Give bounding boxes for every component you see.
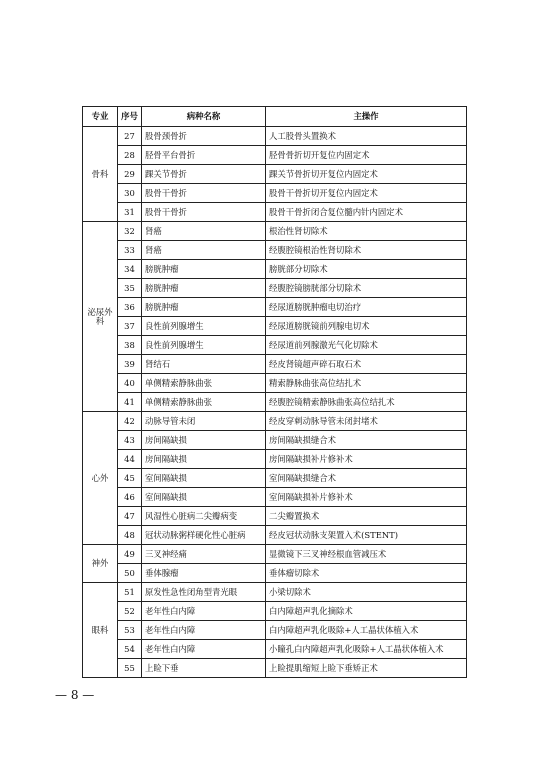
disease-cell: 动脉导管未闭 — [142, 412, 266, 431]
row-number-cell: 40 — [118, 374, 142, 393]
row-number-cell: 50 — [118, 564, 142, 583]
row-number-cell: 37 — [118, 317, 142, 336]
table-row — [83, 564, 467, 583]
specialty-cell: 骨科 — [83, 127, 118, 222]
row-number-cell: 46 — [118, 488, 142, 507]
operation-cell: 垂体瘤切除术 — [266, 564, 467, 583]
operation-cell: 经腹腔镜精索静脉曲张高位结扎术 — [266, 393, 467, 412]
disease-cell: 房间隔缺损 — [142, 431, 266, 450]
disease-cell: 房间隔缺损 — [142, 450, 266, 469]
row-number-cell: 29 — [118, 165, 142, 184]
operation-cell: 室间隔缺损缝合术 — [266, 469, 467, 488]
row-number-cell: 38 — [118, 336, 142, 355]
table-body — [83, 127, 467, 678]
table-row — [83, 355, 467, 374]
table-row — [83, 545, 467, 564]
disease-cell: 踝关节骨折 — [142, 165, 266, 184]
row-number-cell: 30 — [118, 184, 142, 203]
specialty-cell: 神外 — [83, 545, 118, 583]
table-row — [83, 469, 467, 488]
header-disease: 病种名称 — [142, 107, 266, 127]
table-row — [83, 336, 467, 355]
row-number-cell: 44 — [118, 450, 142, 469]
operation-cell: 股骨干骨折闭合复位髓内针内固定术 — [266, 203, 467, 222]
table-row — [83, 450, 467, 469]
table-row — [83, 260, 467, 279]
disease-cell: 肾癌 — [142, 222, 266, 241]
row-number-cell: 47 — [118, 507, 142, 526]
operation-cell: 房间隔缺损补片修补术 — [266, 450, 467, 469]
operation-cell: 经尿道膀胱肿瘤电切治疗 — [266, 298, 467, 317]
operation-cell: 上睑提肌缩短上睑下垂矫正术 — [266, 659, 467, 678]
operation-cell: 白内障超声乳化摘除术 — [266, 602, 467, 621]
disease-cell: 老年性白内障 — [142, 621, 266, 640]
row-number-cell: 49 — [118, 545, 142, 564]
operation-cell: 经皮肾镜超声碎石取石术 — [266, 355, 467, 374]
table-row — [83, 127, 467, 146]
disease-cell: 膀胱肿瘤 — [142, 279, 266, 298]
table-row — [83, 602, 467, 621]
table-header-row — [83, 107, 467, 127]
disease-cell: 股骨干骨折 — [142, 184, 266, 203]
operation-cell: 股骨干骨折切开复位内固定术 — [266, 184, 467, 203]
row-number-cell: 53 — [118, 621, 142, 640]
table-row — [83, 507, 467, 526]
table-row — [83, 374, 467, 393]
table-row — [83, 488, 467, 507]
specialty-cell: 心外 — [83, 412, 118, 545]
row-number-cell: 45 — [118, 469, 142, 488]
header-specialty: 专业 — [83, 107, 118, 127]
disease-cell: 良性前列腺增生 — [142, 317, 266, 336]
disease-cell: 膀胱肿瘤 — [142, 298, 266, 317]
row-number-cell: 39 — [118, 355, 142, 374]
table-row — [83, 659, 467, 678]
row-number-cell: 27 — [118, 127, 142, 146]
row-number-cell: 33 — [118, 241, 142, 260]
disease-cell: 老年性白内障 — [142, 640, 266, 659]
header-operation: 主操作 — [266, 107, 467, 127]
disease-cell: 垂体腺瘤 — [142, 564, 266, 583]
table-row — [83, 431, 467, 450]
row-number-cell: 32 — [118, 222, 142, 241]
row-number-cell: 34 — [118, 260, 142, 279]
operation-cell: 胫骨骨折切开复位内固定术 — [266, 146, 467, 165]
table-row — [83, 412, 467, 431]
table-row — [83, 241, 467, 260]
operation-cell: 经腹腔镜根治性肾切除术 — [266, 241, 467, 260]
specialty-cell: 眼科 — [83, 583, 118, 678]
row-number-cell: 28 — [118, 146, 142, 165]
operation-cell: 膀胱部分切除术 — [266, 260, 467, 279]
disease-cell: 风湿性心脏病二尖瓣病变 — [142, 507, 266, 526]
disease-cell: 单侧精索静脉曲张 — [142, 374, 266, 393]
disease-cell: 胫骨平台骨折 — [142, 146, 266, 165]
row-number-cell: 41 — [118, 393, 142, 412]
table-row — [83, 317, 467, 336]
operation-cell: 精索静脉曲张高位结扎术 — [266, 374, 467, 393]
operation-cell: 人工股骨头置换术 — [266, 127, 467, 146]
disease-cell: 膀胱肿瘤 — [142, 260, 266, 279]
table-row — [83, 165, 467, 184]
disease-cell: 上睑下垂 — [142, 659, 266, 678]
operation-cell: 二尖瓣置换术 — [266, 507, 467, 526]
disease-cell: 肾结石 — [142, 355, 266, 374]
table-row — [83, 526, 467, 545]
row-number-cell: 48 — [118, 526, 142, 545]
header-no: 序号 — [118, 107, 142, 127]
row-number-cell: 31 — [118, 203, 142, 222]
disease-cell: 原发性急性闭角型青光眼 — [142, 583, 266, 602]
specialty-cell: 泌尿外 科 — [83, 222, 118, 412]
disease-cell: 良性前列腺增生 — [142, 336, 266, 355]
operation-cell: 踝关节骨折切开复位内固定术 — [266, 165, 467, 184]
operation-cell: 小瞳孔白内障超声乳化吸除+人工晶状体植入术 — [266, 640, 467, 659]
disease-table — [82, 106, 467, 678]
row-number-cell: 35 — [118, 279, 142, 298]
table-row — [83, 298, 467, 317]
operation-cell: 根治性肾切除术 — [266, 222, 467, 241]
table-row — [83, 146, 467, 165]
disease-cell: 肾癌 — [142, 241, 266, 260]
table-row — [83, 393, 467, 412]
table-row — [83, 222, 467, 241]
operation-cell: 经腹腔镜膀胱部分切除术 — [266, 279, 467, 298]
disease-cell: 老年性白内障 — [142, 602, 266, 621]
table-row — [83, 279, 467, 298]
operation-cell: 经尿道膀胱镜前列腺电切术 — [266, 317, 467, 336]
row-number-cell: 55 — [118, 659, 142, 678]
row-number-cell: 54 — [118, 640, 142, 659]
disease-cell: 股骨干骨折 — [142, 203, 266, 222]
table-row — [83, 640, 467, 659]
operation-cell: 白内障超声乳化吸除+人工晶状体植入术 — [266, 621, 467, 640]
table-row — [83, 583, 467, 602]
table-row — [83, 184, 467, 203]
disease-cell: 室间隔缺损 — [142, 488, 266, 507]
disease-cell: 股骨颈骨折 — [142, 127, 266, 146]
table-row — [83, 203, 467, 222]
operation-cell: 房间隔缺损缝合术 — [266, 431, 467, 450]
operation-cell: 显微镜下三叉神经根血管减压术 — [266, 545, 467, 564]
operation-cell: 经尿道前列腺激光气化切除术 — [266, 336, 467, 355]
page-number: — 8 — — [55, 688, 95, 702]
row-number-cell: 52 — [118, 602, 142, 621]
row-number-cell: 42 — [118, 412, 142, 431]
table-row — [83, 621, 467, 640]
row-number-cell: 43 — [118, 431, 142, 450]
operation-cell: 经皮冠状动脉支架置入术(STENT) — [266, 526, 467, 545]
disease-cell: 室间隔缺损 — [142, 469, 266, 488]
disease-cell: 三叉神经痛 — [142, 545, 266, 564]
disease-cell: 单侧精索静脉曲张 — [142, 393, 266, 412]
row-number-cell: 51 — [118, 583, 142, 602]
disease-cell: 冠状动脉粥样硬化性心脏病 — [142, 526, 266, 545]
row-number-cell: 36 — [118, 298, 142, 317]
operation-cell: 经皮穿刺动脉导管未闭封堵术 — [266, 412, 467, 431]
operation-cell: 室间隔缺损补片修补术 — [266, 488, 467, 507]
operation-cell: 小梁切除术 — [266, 583, 467, 602]
